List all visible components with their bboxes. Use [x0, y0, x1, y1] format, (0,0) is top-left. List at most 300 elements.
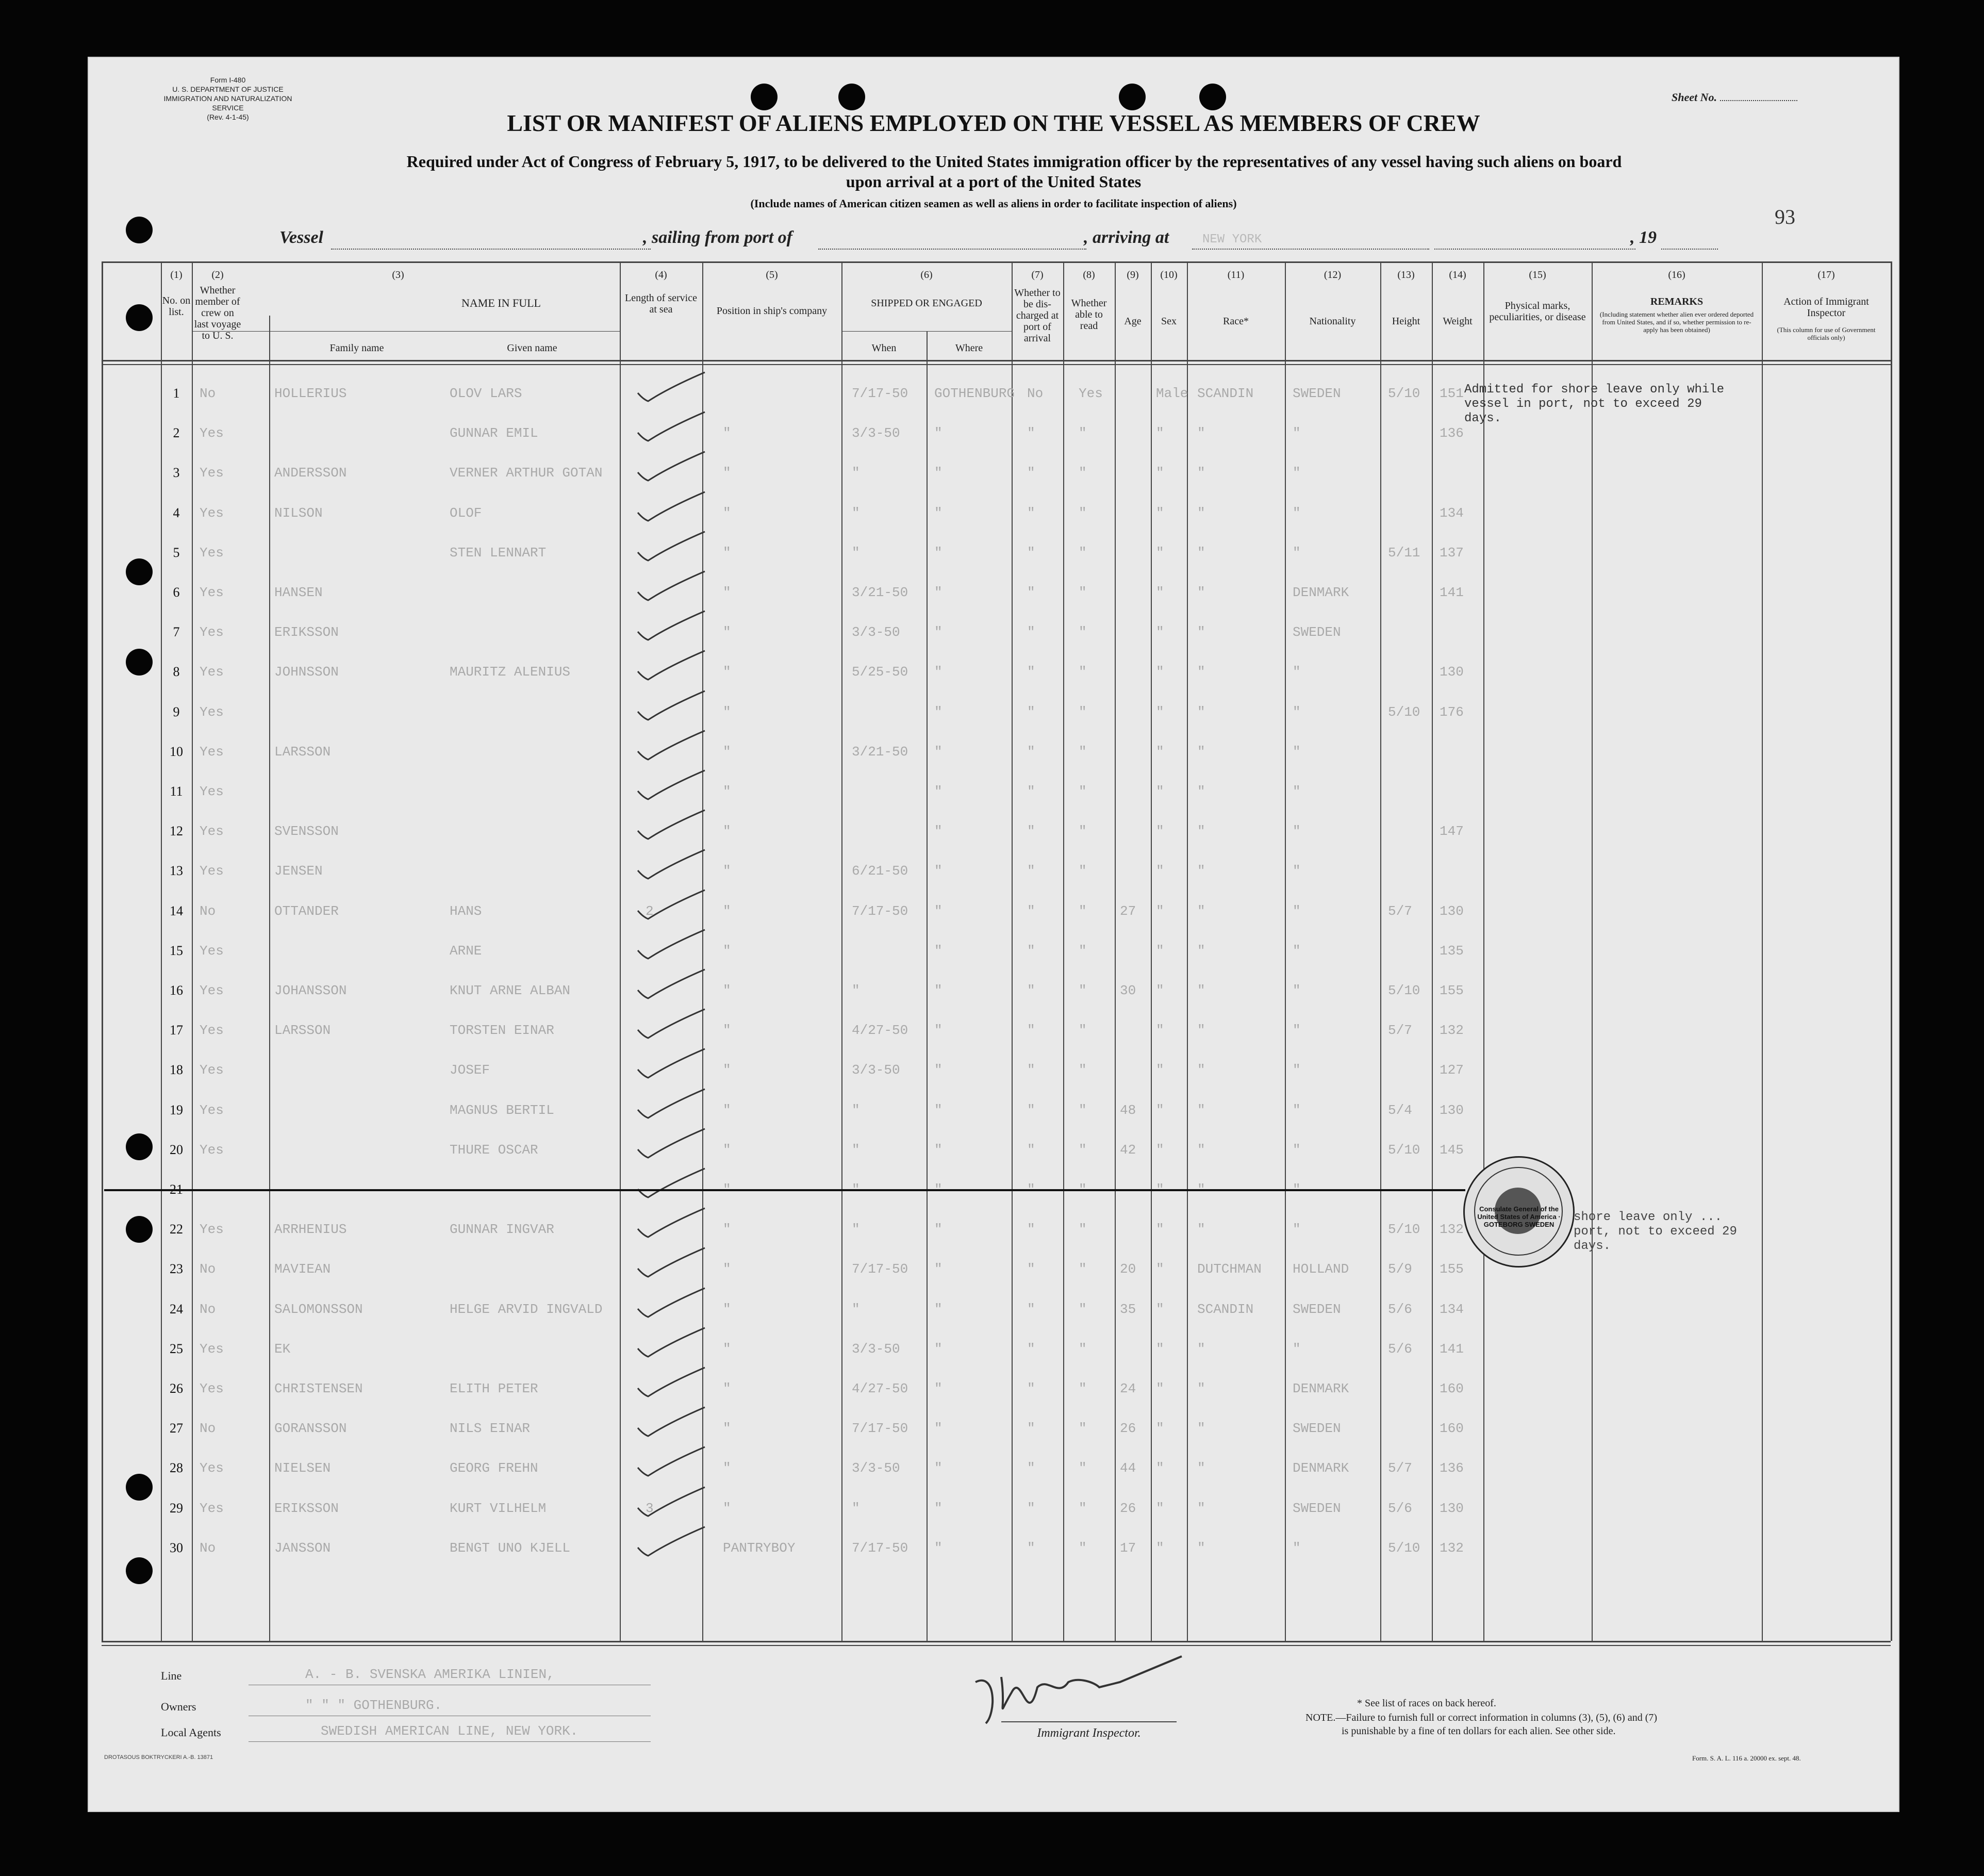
header-weight: Weight — [1443, 316, 1473, 327]
weight-cell: 155 — [1440, 983, 1464, 998]
when-cell: " — [852, 1222, 860, 1238]
table-row — [89, 1442, 1898, 1482]
able-read-cell: " — [1079, 545, 1087, 561]
table-rule — [102, 1641, 1891, 1642]
form-number: Form I-480 — [210, 76, 246, 84]
check-mark-icon — [627, 1004, 715, 1045]
check-mark-icon — [627, 1402, 715, 1443]
able-read-cell: " — [1079, 943, 1087, 959]
race-cell: " — [1197, 704, 1205, 720]
discharged-cell: " — [1027, 1500, 1035, 1516]
able-read-cell: " — [1079, 1301, 1087, 1317]
table-row — [89, 1362, 1898, 1402]
given-name-cell: NILS EINAR — [450, 1421, 531, 1437]
nationality-cell: " — [1293, 425, 1301, 441]
sex-cell: " — [1156, 1341, 1164, 1357]
member-cell: Yes — [200, 1381, 224, 1396]
given-name-cell: MAURITZ ALENIUS — [450, 664, 571, 680]
weight-cell: 137 — [1440, 545, 1464, 561]
able-read-cell: " — [1079, 704, 1087, 720]
weight-cell: 130 — [1440, 1500, 1464, 1516]
sex-cell: " — [1156, 903, 1164, 919]
position-cell: " — [723, 505, 731, 521]
given-name-cell: KURT VILHELM — [450, 1500, 547, 1516]
able-read-cell: " — [1079, 1142, 1087, 1158]
sex-cell: " — [1156, 1102, 1164, 1118]
header-sex: Sex — [1161, 316, 1177, 327]
row-number: 23 — [170, 1261, 183, 1277]
sex-cell: " — [1156, 1540, 1164, 1556]
given-name-cell: OLOF — [450, 505, 482, 521]
position-cell: " — [723, 704, 731, 720]
position-cell: " — [723, 1460, 731, 1476]
service-name: IMMIGRATION AND NATURALIZATION SERVICE — [163, 94, 292, 112]
col-number: (3) — [392, 269, 404, 281]
position-cell: " — [723, 1301, 731, 1317]
weight-cell: 151 — [1440, 386, 1464, 401]
member-cell: Yes — [200, 1222, 224, 1238]
row-number: 4 — [173, 505, 180, 520]
row-number: 7 — [173, 624, 180, 640]
able-read-cell: " — [1079, 1023, 1087, 1039]
header-when: When — [871, 342, 897, 354]
subtitle-line-3: (Include names of American citizen seamen as well as aliens in order to facilitate inspection of aliens) — [750, 197, 1237, 210]
table-row — [89, 1084, 1898, 1124]
row-number: 6 — [173, 585, 180, 600]
punch-hole — [126, 1557, 153, 1584]
header-name-in-full: NAME IN FULL — [461, 297, 541, 309]
table-row — [89, 447, 1898, 486]
when-cell: 7/17-50 — [852, 903, 908, 919]
check-mark-icon — [627, 1163, 715, 1205]
header-action: Action of Immigrant Inspector — [1783, 296, 1869, 319]
position-cell: " — [723, 824, 731, 840]
height-cell: 5/10 — [1388, 1222, 1420, 1238]
arriving-label: , arriving at — [1084, 228, 1169, 247]
family-name-cell: ANDERSSON — [274, 465, 347, 481]
line-label: Line — [161, 1669, 182, 1682]
race-cell: " — [1197, 824, 1205, 840]
where-cell: " — [934, 784, 943, 799]
header-where: Where — [955, 342, 983, 354]
nationality-cell: " — [1293, 1540, 1301, 1556]
check-mark-icon — [627, 1323, 715, 1364]
able-read-cell: " — [1079, 1460, 1087, 1476]
where-cell: " — [934, 1460, 943, 1476]
able-read-cell: " — [1079, 824, 1087, 840]
where-cell: " — [934, 943, 943, 959]
able-read-cell: " — [1079, 1062, 1087, 1078]
discharged-cell: " — [1027, 863, 1035, 879]
punch-hole — [126, 217, 153, 243]
col-number: (1) — [170, 269, 183, 281]
check-mark-icon — [627, 1283, 715, 1324]
where-cell: " — [934, 1062, 943, 1078]
weight-cell: 176 — [1440, 704, 1464, 720]
header-position: Position in ship's company — [716, 305, 828, 317]
able-read-cell: " — [1079, 664, 1087, 680]
header-whether-member: Whether member of crew on last voyage to U. S. — [194, 285, 241, 341]
discharged-cell: " — [1027, 784, 1035, 799]
table-row — [89, 1482, 1898, 1522]
position-cell: " — [723, 1261, 731, 1277]
sex-cell: " — [1156, 1381, 1164, 1396]
able-read-cell: " — [1079, 983, 1087, 998]
age-cell: 35 — [1120, 1301, 1136, 1317]
punch-hole — [126, 558, 153, 585]
nationality-cell: DENMARK — [1293, 585, 1349, 600]
discharged-cell: " — [1027, 1301, 1035, 1317]
row-number: 14 — [170, 903, 183, 918]
family-name-cell: NILSON — [274, 505, 323, 521]
nationality-cell: " — [1293, 465, 1301, 481]
member-cell: Yes — [200, 1062, 224, 1078]
when-cell: 4/27-50 — [852, 1381, 908, 1396]
given-name-cell: ARNE — [450, 943, 482, 959]
where-cell: " — [934, 1301, 943, 1317]
when-cell: 7/17-50 — [852, 1261, 908, 1277]
family-name-cell: NIELSEN — [274, 1460, 331, 1476]
race-cell: " — [1197, 1023, 1205, 1039]
where-cell: " — [934, 1381, 943, 1396]
subtitle-line-1: Required under Act of Congress of February 5, 1917, to be delivered to the United States immigration officer by the representatives of any vessel having such aliens on board — [406, 152, 1622, 171]
check-mark-icon — [627, 726, 715, 767]
when-cell: 3/3-50 — [852, 624, 900, 640]
position-cell: " — [723, 863, 731, 879]
table-row — [89, 646, 1898, 685]
sex-cell: " — [1156, 624, 1164, 640]
agents-rule — [249, 1741, 651, 1742]
check-mark-icon — [627, 447, 715, 488]
race-cell: " — [1197, 744, 1205, 760]
given-name-cell: GUNNAR INGVAR — [450, 1222, 554, 1238]
remarks-shore-leave: Admitted for shore leave only while vessel in port, not to exceed 29 days. — [1464, 383, 1725, 425]
stamp-overlay-text: shore leave only ... port, not to exceed 29 days. — [1574, 1210, 1737, 1253]
where-cell: " — [934, 505, 943, 521]
table-row — [89, 845, 1898, 884]
date-field — [1434, 231, 1635, 250]
col-number: (8) — [1083, 269, 1095, 281]
race-cell: DUTCHMAN — [1197, 1261, 1262, 1277]
where-cell: " — [934, 1222, 943, 1238]
form-reference: Form. S. A. L. 116 a. 20000 ex. sept. 48. — [1692, 1754, 1801, 1762]
race-cell: " — [1197, 1222, 1205, 1238]
sex-cell: " — [1156, 425, 1164, 441]
nationality-cell: " — [1293, 1341, 1301, 1357]
punch-hole — [838, 84, 865, 110]
discharged-cell: " — [1027, 505, 1035, 521]
family-name-cell: JOHNSSON — [274, 664, 339, 680]
year-label: , 19 — [1630, 228, 1657, 247]
when-cell: 7/17-50 — [852, 386, 908, 401]
when-cell: 3/3-50 — [852, 425, 900, 441]
discharged-cell: " — [1027, 624, 1035, 640]
row-number: 16 — [170, 983, 183, 998]
given-name-cell: KNUT ARNE ALBAN — [450, 983, 571, 998]
punch-hole — [751, 84, 778, 110]
weight-cell: 155 — [1440, 1261, 1464, 1277]
able-read-cell: Yes — [1079, 386, 1103, 401]
weight-cell: 130 — [1440, 903, 1464, 919]
header-physical: Physical marks, peculiarities, or disease — [1489, 300, 1586, 323]
member-cell: Yes — [200, 1500, 224, 1516]
sex-cell: " — [1156, 1500, 1164, 1516]
where-cell: " — [934, 545, 943, 561]
position-cell: " — [723, 983, 731, 998]
when-cell: " — [852, 983, 860, 998]
position-cell: " — [723, 1142, 731, 1158]
consulate-seal — [1463, 1156, 1575, 1268]
height-cell: 5/11 — [1388, 545, 1420, 561]
manifest-sheet — [88, 57, 1899, 1812]
weight-cell: 160 — [1440, 1381, 1464, 1396]
nationality-cell: HOLLAND — [1293, 1261, 1349, 1277]
nationality-cell: " — [1293, 1102, 1301, 1118]
race-cell: " — [1197, 465, 1205, 481]
check-mark-icon — [627, 845, 715, 886]
race-cell: " — [1197, 1421, 1205, 1437]
when-cell: " — [852, 1102, 860, 1118]
col-number: (14) — [1449, 269, 1466, 281]
race-cell: " — [1197, 1341, 1205, 1357]
able-read-cell: " — [1079, 744, 1087, 760]
given-name-cell: HELGE ARVID INGVALD — [450, 1301, 603, 1317]
punch-hole — [126, 1216, 153, 1243]
able-read-cell: " — [1079, 1222, 1087, 1238]
header-action-note: (This column for use of Government officials only) — [1777, 326, 1876, 341]
table-row — [89, 1044, 1898, 1083]
position-cell: " — [723, 943, 731, 959]
subtitle-line-2: upon arrival at a port of the United States — [846, 172, 1142, 191]
discharged-cell: " — [1027, 1341, 1035, 1357]
member-cell: Yes — [200, 704, 224, 720]
nationality-cell: " — [1293, 784, 1301, 799]
family-name-cell: JENSEN — [274, 863, 323, 879]
owners-label: Owners — [161, 1700, 196, 1713]
weight-cell: 141 — [1440, 585, 1464, 600]
sailing-field — [818, 231, 1086, 250]
col-number: (11) — [1227, 269, 1245, 281]
header-remarks-note: (Including statement whether alien ever ordered deported from United States, and if so, whether permission to re-apply has been obtained) — [1599, 310, 1754, 334]
sex-cell: " — [1156, 1023, 1164, 1039]
race-cell: " — [1197, 425, 1205, 441]
sailing-label: , sailing from port of — [643, 228, 792, 247]
check-mark-icon — [627, 1442, 715, 1483]
able-read-cell: " — [1079, 505, 1087, 521]
family-name-cell: MAVIEAN — [274, 1261, 331, 1277]
when-cell: " — [852, 465, 860, 481]
col-number: (13) — [1397, 269, 1415, 281]
weight-cell: 135 — [1440, 943, 1464, 959]
row-number: 22 — [170, 1222, 183, 1237]
check-mark-icon — [627, 1243, 715, 1284]
table-row — [89, 1163, 1898, 1203]
col-number: (16) — [1668, 269, 1685, 281]
nationality-cell: " — [1293, 1142, 1301, 1158]
race-cell: " — [1197, 1540, 1205, 1556]
nationality-cell: " — [1293, 1062, 1301, 1078]
when-cell: 7/17-50 — [852, 1540, 908, 1556]
table-row — [89, 686, 1898, 726]
given-name-cell: MAGNUS BERTIL — [450, 1102, 554, 1118]
check-mark-icon — [627, 964, 715, 1006]
sex-cell: " — [1156, 585, 1164, 600]
header-length-service: Length of service at sea — [625, 292, 697, 315]
able-read-cell: " — [1079, 1102, 1087, 1118]
sex-cell: " — [1156, 983, 1164, 998]
member-cell: Yes — [200, 465, 224, 481]
sheet-number-field — [1720, 100, 1797, 101]
family-name-cell: SALOMONSSON — [274, 1301, 363, 1317]
row-number: 2 — [173, 425, 180, 441]
check-mark-icon — [627, 925, 715, 966]
row-number: 10 — [170, 744, 183, 759]
check-mark-icon — [627, 686, 715, 727]
discharged-cell: " — [1027, 664, 1035, 680]
row-number: 20 — [170, 1142, 183, 1157]
row-21-strikethrough — [104, 1189, 1465, 1191]
race-cell: " — [1197, 1062, 1205, 1078]
table-row — [89, 1323, 1898, 1362]
able-read-cell: " — [1079, 465, 1087, 481]
weight-cell: 145 — [1440, 1142, 1464, 1158]
nationality-cell: " — [1293, 824, 1301, 840]
discharged-cell: " — [1027, 425, 1035, 441]
height-cell: 5/6 — [1388, 1500, 1412, 1516]
check-mark-icon — [627, 646, 715, 687]
position-cell: " — [723, 1341, 731, 1357]
able-read-cell: " — [1079, 1421, 1087, 1437]
discharged-cell: " — [1027, 1540, 1035, 1556]
nationality-cell: DENMARK — [1293, 1381, 1349, 1396]
race-cell: SCANDIN — [1197, 1301, 1254, 1317]
when-cell: " — [852, 1301, 860, 1317]
member-cell: Yes — [200, 545, 224, 561]
position-cell: " — [723, 1381, 731, 1396]
weight-cell: 134 — [1440, 505, 1464, 521]
race-cell: " — [1197, 863, 1205, 879]
sex-cell: " — [1156, 545, 1164, 561]
discharged-cell: " — [1027, 1421, 1035, 1437]
race-cell: " — [1197, 1102, 1205, 1118]
sex-cell: " — [1156, 1301, 1164, 1317]
where-cell: " — [934, 1261, 943, 1277]
discharged-cell: " — [1027, 943, 1035, 959]
able-read-cell: " — [1079, 585, 1087, 600]
age-cell: 30 — [1120, 983, 1136, 998]
age-cell: 44 — [1120, 1460, 1136, 1476]
discharged-cell: No — [1027, 386, 1044, 401]
table-row — [89, 805, 1898, 845]
discharged-cell: " — [1027, 1102, 1035, 1118]
family-name-cell: JANSSON — [274, 1540, 331, 1556]
when-cell: " — [852, 545, 860, 561]
member-cell: No — [200, 386, 216, 401]
table-row — [89, 606, 1898, 646]
revision: (Rev. 4-1-45) — [207, 113, 249, 121]
sex-cell: " — [1156, 1261, 1164, 1277]
discharged-cell: " — [1027, 1261, 1035, 1277]
service-cell: 3 — [646, 1500, 654, 1516]
able-read-cell: " — [1079, 1540, 1087, 1556]
row-number: 25 — [170, 1341, 183, 1356]
row-number: 24 — [170, 1301, 183, 1317]
where-cell: " — [934, 863, 943, 879]
given-name-cell: GEORG FREHN — [450, 1460, 538, 1476]
position-cell: " — [723, 1222, 731, 1238]
discharged-cell: " — [1027, 545, 1035, 561]
row-number: 8 — [173, 664, 180, 680]
member-cell: Yes — [200, 863, 224, 879]
when-cell: 4/27-50 — [852, 1023, 908, 1039]
col-number: (12) — [1324, 269, 1342, 281]
table-row — [89, 487, 1898, 526]
discharged-cell: " — [1027, 983, 1035, 998]
check-mark-icon — [627, 526, 715, 568]
member-cell: Yes — [200, 1460, 224, 1476]
where-cell: " — [934, 1023, 943, 1039]
nationality-cell: SWEDEN — [1293, 1500, 1341, 1516]
member-cell: No — [200, 903, 216, 919]
table-row — [89, 1402, 1898, 1442]
height-cell: 5/7 — [1388, 1023, 1412, 1039]
table-row — [89, 566, 1898, 606]
race-cell: SCANDIN — [1197, 386, 1254, 401]
row-number: 9 — [173, 704, 180, 719]
sheet-number — [1672, 91, 1797, 104]
when-cell: 3/21-50 — [852, 585, 908, 600]
where-cell: " — [934, 704, 943, 720]
nationality-cell: " — [1293, 744, 1301, 760]
discharged-cell: " — [1027, 585, 1035, 600]
table-row — [89, 765, 1898, 805]
header-given-name: Given name — [507, 342, 557, 354]
height-cell: 5/6 — [1388, 1301, 1412, 1317]
when-cell: 3/3-50 — [852, 1341, 900, 1357]
row-number: 26 — [170, 1381, 183, 1396]
discharged-cell: " — [1027, 903, 1035, 919]
nationality-cell: " — [1293, 983, 1301, 998]
table-row — [89, 964, 1898, 1004]
check-mark-icon — [627, 1203, 715, 1244]
row-number: 28 — [170, 1460, 183, 1476]
position-cell: " — [723, 545, 731, 561]
family-name-cell: LARSSON — [274, 1023, 331, 1039]
weight-cell: 160 — [1440, 1421, 1464, 1437]
nationality-cell: " — [1293, 664, 1301, 680]
given-name-cell: ELITH PETER — [450, 1381, 538, 1396]
row-number: 3 — [173, 465, 180, 481]
page-title: LIST OR MANIFEST OF ALIENS EMPLOYED ON THE VESSEL AS MEMBERS OF CREW — [507, 110, 1480, 136]
given-name-cell: TORSTEN EINAR — [450, 1023, 554, 1039]
race-cell: " — [1197, 983, 1205, 998]
header-race: Race* — [1223, 316, 1249, 327]
line-value: A. - B. SVENSKA AMERIKA LINIEN, — [305, 1667, 555, 1682]
header-shipped: SHIPPED OR ENGAGED — [871, 298, 982, 309]
nationality-cell: SWEDEN — [1293, 1421, 1341, 1437]
nationality-cell: DENMARK — [1293, 1460, 1349, 1476]
race-cell: " — [1197, 664, 1205, 680]
where-cell: " — [934, 585, 943, 600]
punch-hole — [126, 1133, 153, 1160]
where-cell: " — [934, 1102, 943, 1118]
member-cell: Yes — [200, 1023, 224, 1039]
position-cell: " — [723, 1500, 731, 1516]
family-name-cell: GORANSSON — [274, 1421, 347, 1437]
sex-cell: " — [1156, 744, 1164, 760]
sex-cell: " — [1156, 664, 1164, 680]
nationality-cell: " — [1293, 505, 1301, 521]
